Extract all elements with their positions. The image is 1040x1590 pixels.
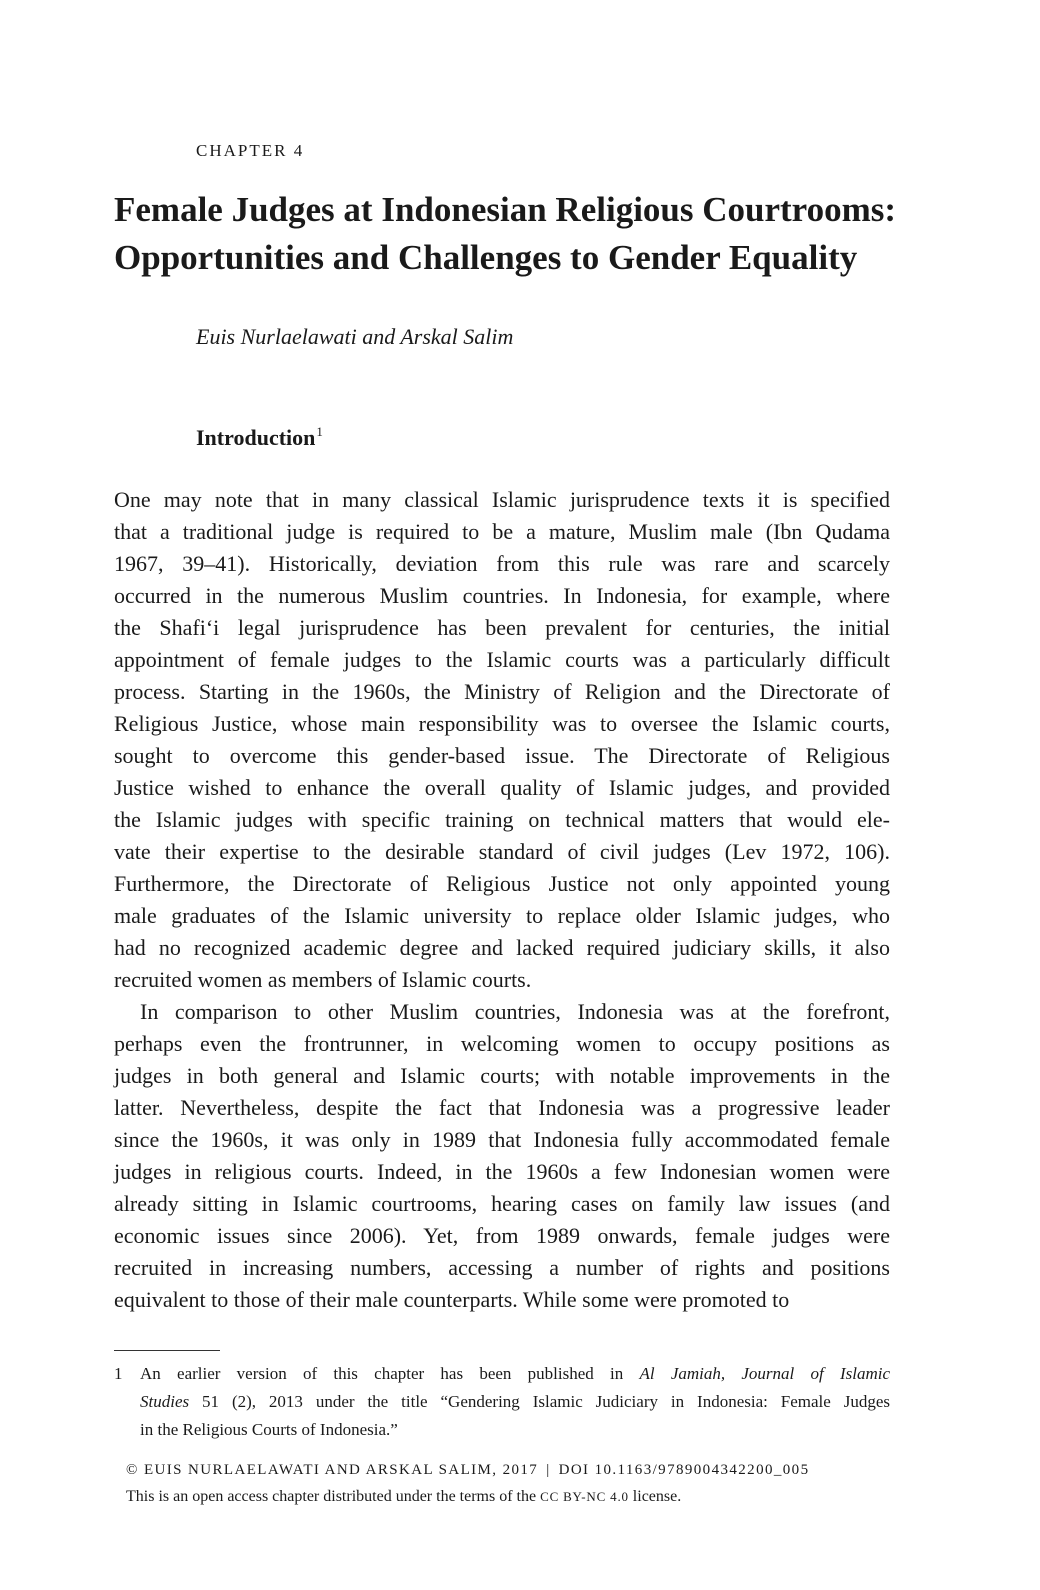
chapter-title bbox=[114, 186, 914, 282]
footnote-line: in the Religious Courts of Indonesia.” bbox=[140, 1420, 398, 1439]
footnote-number: 1 bbox=[114, 1364, 123, 1383]
text-line: the Islamic judges with specific training on technical matters that would ele- bbox=[114, 807, 890, 832]
text-line: already sitting in Islamic courtrooms, hearing cases on family law issues (and bbox=[114, 1191, 890, 1216]
text-line: latter. Nevertheless, despite the fact that Indonesia was a progressive leader bbox=[114, 1095, 890, 1120]
text-line: Religious Justice, whose main responsibility was to oversee the Islamic courts, bbox=[114, 711, 890, 736]
text-line: occurred in the numerous Muslim countries. In Indonesia, for example, where bbox=[114, 583, 890, 608]
license-text: This is an open access chapter distributed under the terms of the bbox=[126, 1488, 541, 1505]
text-line: vate their expertise to the desirable standard of civil judges (Lev 1972, 106). bbox=[114, 839, 890, 864]
section-heading-text: Introduction bbox=[196, 425, 316, 450]
text-line: Justice wished to enhance the overall quality of Islamic judges, and provided bbox=[114, 775, 890, 800]
footnote-line bbox=[140, 1360, 890, 1388]
chapter-title-line: Female Judges at Indonesian Religious Courtrooms: bbox=[114, 190, 897, 229]
text-line: male graduates of the Islamic university to replace older Islamic judges, who bbox=[114, 903, 890, 928]
copyright-line bbox=[126, 1462, 809, 1479]
text-line: equivalent to those of their male counterparts. While some were promoted to bbox=[114, 1287, 790, 1312]
chapter-label: CHAPTER 4 bbox=[196, 141, 305, 160]
text-line: that a traditional judge is required to be a mature, Muslim male (Ibn Qudama bbox=[114, 519, 890, 544]
paragraph bbox=[114, 996, 890, 1316]
text-line: perhaps even the frontrunner, in welcoming women to occupy positions as bbox=[114, 1031, 890, 1056]
license-text-end: license. bbox=[628, 1488, 682, 1505]
footnote-reference: 1 bbox=[316, 424, 323, 439]
license-code: CC BY-NC 4.0 bbox=[540, 1489, 629, 1504]
footnote-text-segment: An earlier version of this chapter has been published in bbox=[140, 1364, 640, 1383]
doi-text: DOI 10.1163/9789004342200_005 bbox=[558, 1462, 810, 1478]
body-text bbox=[114, 484, 890, 1316]
copyright-text: © EUIS NURLAELAWATI AND ARSKAL SALIM, 2017 bbox=[126, 1462, 539, 1478]
footnote-divider bbox=[114, 1350, 220, 1351]
journal-title: Al Jamiah, Journal of Islamic bbox=[639, 1364, 890, 1383]
text-line: had no recognized academic degree and lacked required judiciary skills, it also bbox=[114, 935, 890, 960]
text-line: sought to overcome this gender-based issue. The Directorate of Religious bbox=[114, 743, 890, 768]
chapter-authors: Euis Nurlaelawati and Arskal Salim bbox=[196, 324, 514, 349]
license-line bbox=[126, 1488, 681, 1506]
text-line: recruited in increasing numbers, accessing a number of rights and positions bbox=[114, 1255, 890, 1280]
footnote bbox=[114, 1360, 890, 1444]
text-line: process. Starting in the 1960s, the Ministry of Religion and the Directorate of bbox=[114, 679, 890, 704]
paragraph bbox=[114, 484, 890, 996]
chapter-title-line: Opportunities and Challenges to Gender Equality bbox=[114, 238, 858, 277]
text-line: the Shafi‘i legal jurisprudence has been prevalent for centuries, the initial bbox=[114, 615, 890, 640]
section-heading bbox=[196, 424, 323, 451]
text-line: appointment of female judges to the Islamic courts was a particularly difficult bbox=[114, 647, 890, 672]
footnote-line bbox=[140, 1388, 890, 1416]
journal-title-cont: Studies bbox=[140, 1392, 190, 1411]
text-line: judges in both general and Islamic courts; with notable improvements in the bbox=[114, 1063, 890, 1088]
text-line: One may note that in many classical Islamic jurisprudence texts it is specified bbox=[114, 487, 890, 512]
copyright-separator: | bbox=[546, 1462, 551, 1478]
footnote-text-segment: 51 (2), 2013 under the title “Gendering Islamic Judiciary in Indonesia: Female Judges bbox=[189, 1392, 890, 1411]
text-line: since the 1960s, it was only in 1989 that Indonesia fully accommodated female bbox=[114, 1127, 890, 1152]
text-line: judges in religious courts. Indeed, in the 1960s a few Indonesian women were bbox=[114, 1159, 890, 1184]
footnote-text bbox=[140, 1360, 890, 1444]
text-line: economic issues since 2006). Yet, from 1989 onwards, female judges were bbox=[114, 1223, 890, 1248]
text-line: recruited women as members of Islamic courts. bbox=[114, 967, 532, 992]
text-line: Furthermore, the Directorate of Religious Justice not only appointed young bbox=[114, 871, 890, 896]
text-line: In comparison to other Muslim countries, Indonesia was at the forefront, bbox=[140, 999, 890, 1024]
text-line: 1967, 39–41). Historically, deviation from this rule was rare and scarcely bbox=[114, 551, 890, 576]
